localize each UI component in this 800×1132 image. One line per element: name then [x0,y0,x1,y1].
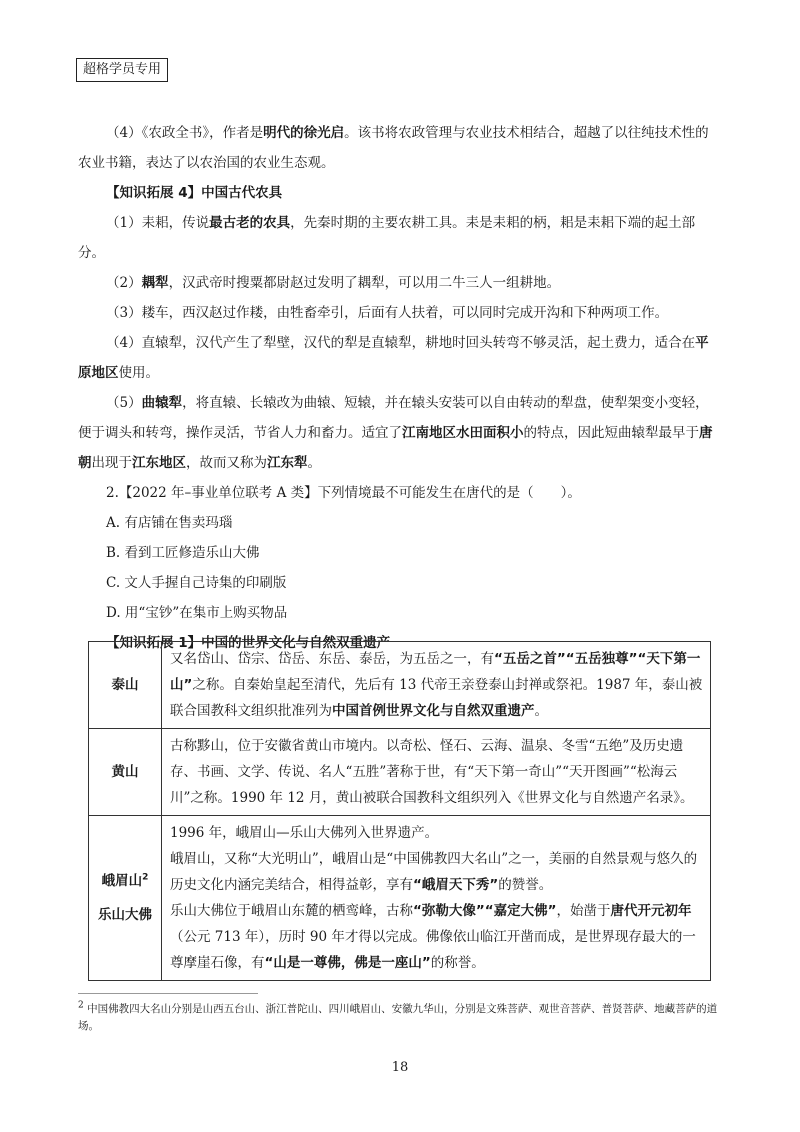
name-line: 乐山大佛 [98,907,152,923]
desc-paragraph [170,846,704,898]
text-segment: （公元 713 年），历时 90 年才得以完成。佛像依山临江开凿而成，是世界现存最大的一尊摩崖石像，有 [170,929,696,971]
text-segment: 出现于 [91,455,132,471]
emphasis: 平原地区 [78,335,709,381]
row-desc-taishan [162,642,711,729]
desc-paragraph [170,898,704,976]
text-segment: ，始凿于 [556,903,611,919]
page-number: 18 [391,1060,409,1075]
footnote-mark: 2 [78,1000,84,1011]
watermark-stamp: 超格学员专用 [76,58,168,82]
text-segment: （4）《农政全书》，作者是 [106,125,264,141]
emphasis: “弥勒大像”“嘉定大佛” [413,903,557,919]
text-segment: （3）耧车，西汉赵过作耧，由牲畜牵引，后面有人扶着，可以同时完成开沟和下种两项工作。 [106,305,669,321]
row-desc-huangshan: 古称黟山，位于安徽省黄山市境内。以奇松、怪石、云海、温泉、冬雪“五绝”及历史遗存、书画、文学、传说、名人“五胜”著称于世，有“天下第一奇山”“天开图画”“松海云川”之称。1990 年 12 月，黄山被联合国教科文组织列入《世界文化与自然遗产名录》。 [162,729,711,816]
emphasis: 明代的徐光启 [263,125,345,141]
emphasis: 江东地区 [132,455,186,471]
text-segment: 的赞誉。 [498,877,553,893]
table-row [89,729,711,816]
list-item [78,388,718,478]
text-segment: ，故而又称为 [186,455,267,471]
row-name-emei [89,816,162,981]
list-item [78,268,718,298]
text-segment: 峨眉山，又称“大光明山”，峨眉山是“中国佛教四大名山”之一，美丽的自然景观与悠久的历史文化内涵完美结合，相得益彰，享有 [170,851,698,893]
text-segment: （1）耒耜，传说 [106,215,210,231]
text-segment: 。 [534,703,548,719]
emphasis: 最古老的农具 [209,215,291,231]
table-row [89,642,711,729]
option-d: D. 用“宝钞”在集市上购买物品 [106,605,288,621]
table-row [89,816,711,981]
question-stem: 2.【2022 年–事业单位联考 A 类】下列情境最不可能发生在唐代的是（ ）。 [106,485,581,501]
emphasis: “峨眉天下秀” [413,877,499,893]
heritage-table [88,641,711,981]
list-item [78,208,718,268]
text-segment: （2） [106,275,142,291]
emphasis: 江东犁 [267,455,308,471]
row-name-huangshan: 黄山 [89,729,162,816]
option-a: A. 有店铺在售卖玛瑙 [106,515,233,531]
emphasis: 中国首例世界文化与自然双重遗产 [332,703,535,719]
text-segment: 。该书将农政管理与农业技术相结合，超越了以往纯技术性的农业书籍，表达了以农治国的农业生态观。 [78,125,709,171]
text-segment: 又名岱山、岱宗、岱岳、东岳、泰岳，为五岳之一，有 [170,651,494,667]
footnote-text: 中国佛教四大名山分别是山西五台山、浙江普陀山、四川峨眉山、安徽九华山，分别是文殊菩萨、观世音菩萨、普贤菩萨、地藏菩萨的道场。 [78,1003,718,1032]
list-item [78,328,718,388]
name-line: 峨眉山 [101,873,143,889]
paragraph-nongzheng [78,118,718,178]
row-name-taishan: 泰山 [89,642,162,729]
text-segment: 的称誉。 [430,955,485,971]
text-segment: 的特点，因此短曲辕犁最早于 [523,425,699,441]
text-segment: 乐山大佛位于峨眉山东麓的栖鸾峰，古称 [170,903,413,919]
text-segment: 。 [307,455,321,471]
row-desc-emei [162,816,711,981]
footnote-ref: 2 [142,872,149,883]
emphasis: “山是一尊佛，佛是一座山” [264,955,431,971]
emphasis: “五岳之首”“五岳独尊”“天下第一山” [170,651,701,693]
option-c: C. 文人手握自己诗集的印刷版 [106,575,287,591]
text-segment: ，汉武帝时搜粟都尉赵过发明了耦犁，可以用二牛三人一组耕地。 [168,275,561,291]
text-segment: 之称。自秦始皇起至清代，先后有 13 代帝王亲登泰山封禅或祭祀。1987 年，泰山被联合国教科文组织批准列为 [170,677,703,719]
text-segment: 使用。 [118,365,159,381]
main-content [78,118,718,658]
emphasis: 唐朝 [78,425,713,471]
text-segment: （5） [106,395,142,411]
section-heading-ext1: 【知识拓展 1】中国的世界文化与自然双重遗产 [106,635,391,651]
emphasis: 唐代开元初年 [610,903,692,919]
emphasis: 耦犁 [141,275,169,291]
desc-paragraph: 1996 年，峨眉山—乐山大佛列入世界遗产。 [170,825,439,841]
footnote [78,1001,728,1035]
text-segment: ，先秦时期的主要农耕工具。耒是耒耜的柄，耜是耒耜下端的起土部分。 [78,215,696,261]
option-b: B. 看到工匠修造乐山大佛 [106,545,260,561]
section-heading-ext4: 【知识拓展 4】中国古代农具 [106,185,283,201]
footnote-divider [78,993,258,994]
text-segment: （4）直辕犁，汉代产生了犁壁，汉代的犁是直辕犁，耕地时回头转弯不够灵活，起土费力，适合在 [106,335,696,351]
list-item [78,298,718,328]
emphasis: 江南地区水田面积小 [402,425,524,441]
emphasis: 曲辕犁 [141,395,183,411]
text-segment: ，将直辕、长辕改为曲辕、短辕，并在辕头安装可以自由转动的犁盘，使犁架变小变轻，便于调头和转弯，操作灵活，节省人力和畜力。适宜了 [78,395,709,441]
